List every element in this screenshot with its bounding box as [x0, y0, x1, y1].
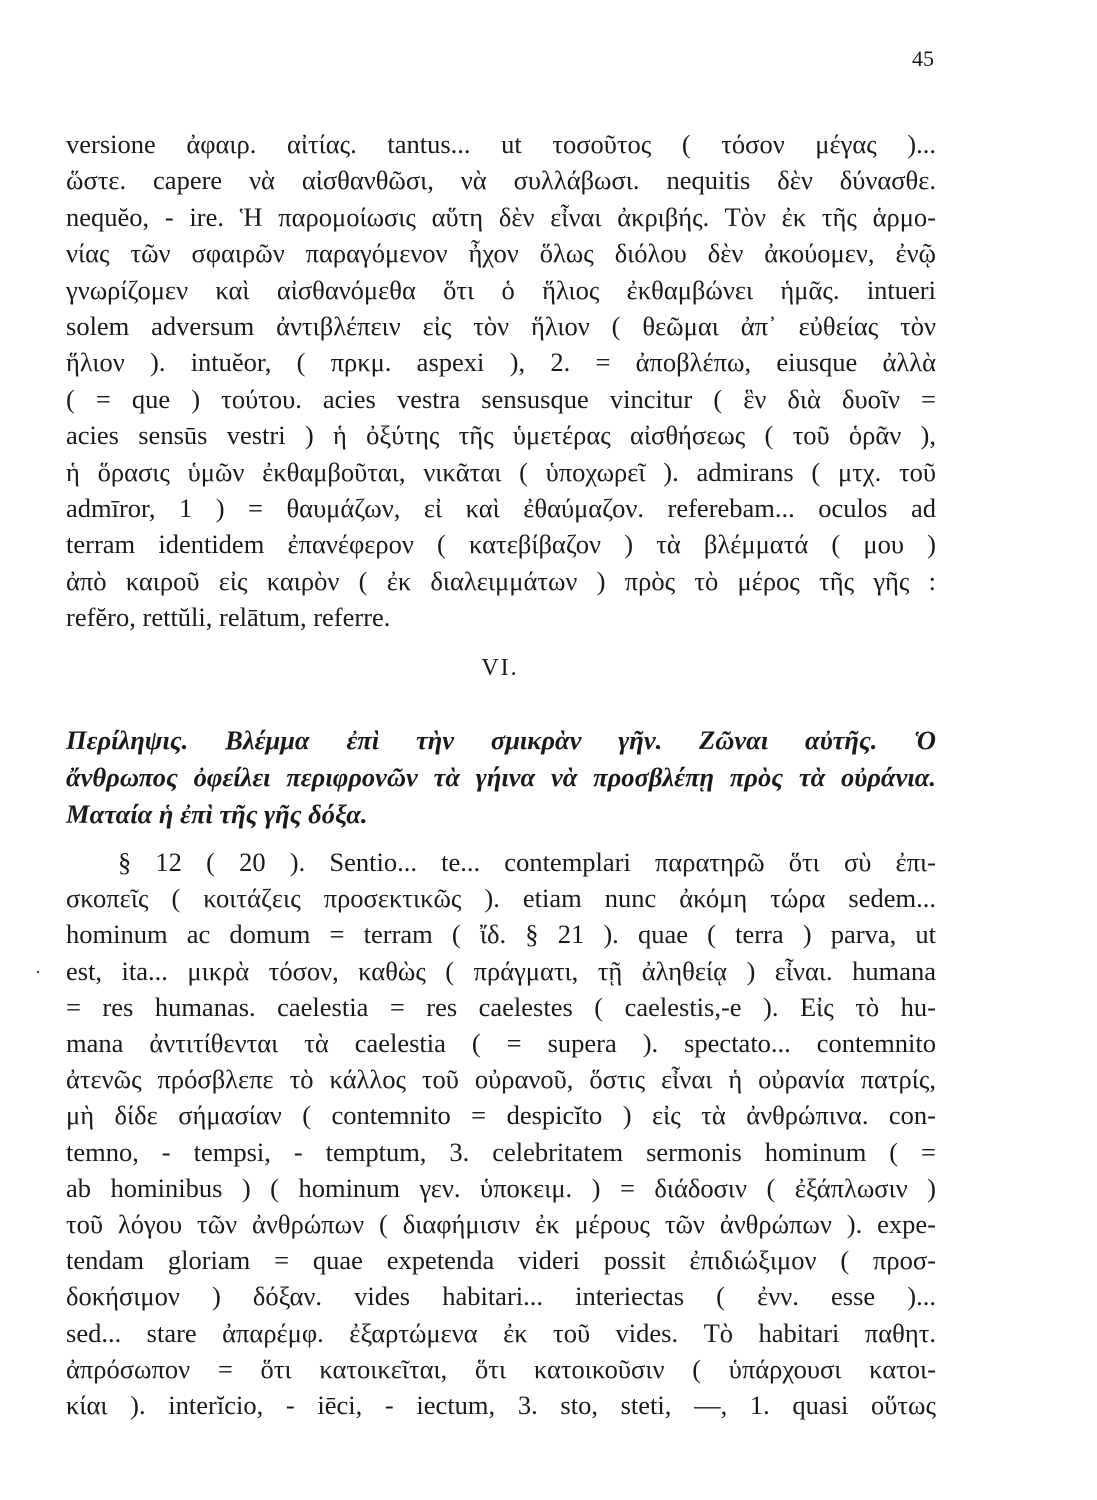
text-line: τοῦ λόγου τῶν ἀνθρώπων ( διαφήμισιν ἐκ μέρους τῶν ἀνθρώπων ). expe-: [66, 1209, 936, 1240]
summary-line: ἄνθρωπος ὀφείλει περιφρονῶν τὰ γήινα νὰ προσβλέπῃ πρὸς τὰ οὐράνια.: [66, 762, 936, 792]
text-line: est, ita... μικρὰ τόσον, καθὼς ( πράγματι, τῇ ἀληθείᾳ ) εἶναι. humana: [66, 955, 936, 986]
text-line: κίαι ). interĭcio, - iēci, - iectum, 3. sto, steti, —, 1. quasi οὕτως: [66, 1390, 936, 1421]
text-line: ἀπρόσωπον = ὅτι κατοικεῖται, ὅτι κατοικοῦσιν ( ὑπάρχουσι κατοι-: [66, 1353, 936, 1384]
summary-line: Περίληψις. Βλέμμα ἐπὶ τὴν σμικρὰν γῆν. Ζῶναι αὐτῆς. Ὁ: [66, 725, 936, 755]
text-line: § 12 ( 20 ). Sentio... te... contemplari παρατηρῶ ὅτι σὺ ἐπι-: [118, 847, 936, 877]
text-line: = res humanas. caelestia = res caelestes ( caelestis,-e ). Εἰς τὸ hu-: [66, 991, 936, 1022]
text-line: tendam gloriam = quae expetenda videri possit ἐπιδιώξιμον ( προσ-: [66, 1245, 936, 1276]
text-line: refĕro, rettŭli, relātum, referre.: [66, 602, 391, 633]
text-line: acies sensūs vestri ) ἡ ὀξύτης τῆς ὑμετέρας αἰσθήσεως ( τοῦ ὁρᾶν ),: [66, 420, 936, 451]
section-heading: VI.: [481, 655, 519, 681]
commentary-block-2: [66, 844, 936, 1423]
commentary-block-1: [66, 126, 936, 636]
text-line: admīror, 1 ) = θαυμάζων, εἰ καὶ ἐθαύμαζον. referebam... oculos ad: [66, 493, 936, 524]
page-number: 45: [912, 46, 934, 71]
text-line: ἡ ὅρασις ὑμῶν ἐκθαμβοῦται, νικᾶται ( ὑποχωρεῖ ). admirans ( μτχ. τοῦ: [66, 456, 936, 487]
text-line: sed... stare ἀπαρέμφ. ἐξαρτώμενα ἐκ τοῦ vides. Τὸ habitari παθητ.: [66, 1317, 936, 1348]
text-line: ἀτενῶς πρόσβλεπε τὸ κάλλος τοῦ οὐρανοῦ, ὅστις εἶναι ἡ οὐρανία πατρίς,: [66, 1064, 936, 1095]
text-line: γνωρίζομεν καὶ αἰσθανόμεθα ὅτι ὁ ἥλιος ἐκθαμβώνει ἡμᾶς. intueri: [66, 274, 936, 305]
text-line: mana ἀντιτίθενται τὰ caelestia ( = supera ). spectato... contemnito: [66, 1028, 936, 1059]
text-line: μὴ δίδε σήμασίαν ( contemnito = despicĭto ) εἰς τὰ ἀνθρώπινα. con-: [66, 1100, 936, 1131]
text-line: nequĕo, - ire. Ἡ παρομοίωσις αὕτη δὲν εἶναι ἀκριβής. Τὸν ἐκ τῆς ἁρμο-: [66, 201, 936, 232]
text-line: ( = que ) τούτου. acies vestra sensusque vincitur ( ἓν διὰ δυοῖν =: [66, 383, 936, 414]
text-line: σκοπεῖς ( κοιτάζεις προσεκτικῶς ). etiam nunc ἀκόμη τώρα sedem...: [66, 883, 936, 914]
text-line: ἥλιον ). intuĕor, ( πρκμ. aspexi ), 2. = ἀποβλέπω, eiusque ἀλλὰ: [66, 347, 936, 378]
text-line: versione ἀφαιρ. αἰτίας. tantus... ut τοσοῦτος ( τόσον μέγας )...: [66, 129, 936, 159]
text-line: ab hominibus ) ( hominum γεν. ὑποκειμ. ) = διάδοσιν ( ἐξάπλωσιν ): [66, 1172, 936, 1203]
text-line: temno, - tempsi, - temptum, 3. celebritatem sermonis hominum ( =: [66, 1136, 936, 1167]
text-line: ἀπὸ καιροῦ εἰς καιρὸν ( ἐκ διαλειμμάτων ) πρὸς τὸ μέρος τῆς γῆς :: [66, 565, 936, 596]
text-line: νίας τῶν σφαιρῶν παραγόμενον ἦχον ὅλως διόλου δὲν ἀκούομεν, ἐνῷ: [66, 238, 936, 269]
section-summary: [66, 722, 936, 833]
margin-mark: ·: [35, 962, 41, 982]
text-line: δοκήσιμον ) δόξαν. vides habitari... interiectas ( ἐνν. esse )...: [66, 1281, 936, 1312]
text-line: ὥστε. capere νὰ αἰσθανθῶσι, νὰ συλλάβωσι. nequitis δὲν δύνασθε.: [66, 165, 936, 196]
summary-line: Ματαία ἡ ἐπὶ τῆς γῆς δόξα.: [66, 799, 368, 829]
text-line: hominum ac domum = terram ( ἴδ. § 21 ). quae ( terra ) parva, ut: [66, 919, 936, 950]
text-line: terram identidem ἐπανέφερον ( κατεβίβαζον ) τὰ βλέμματά ( μου ): [66, 529, 936, 560]
text-line: solem adversum ἀντιβλέπειν εἰς τὸν ἥλιον ( θεῶμαι ἀπ᾽ εὐθείας τὸν: [66, 311, 936, 342]
